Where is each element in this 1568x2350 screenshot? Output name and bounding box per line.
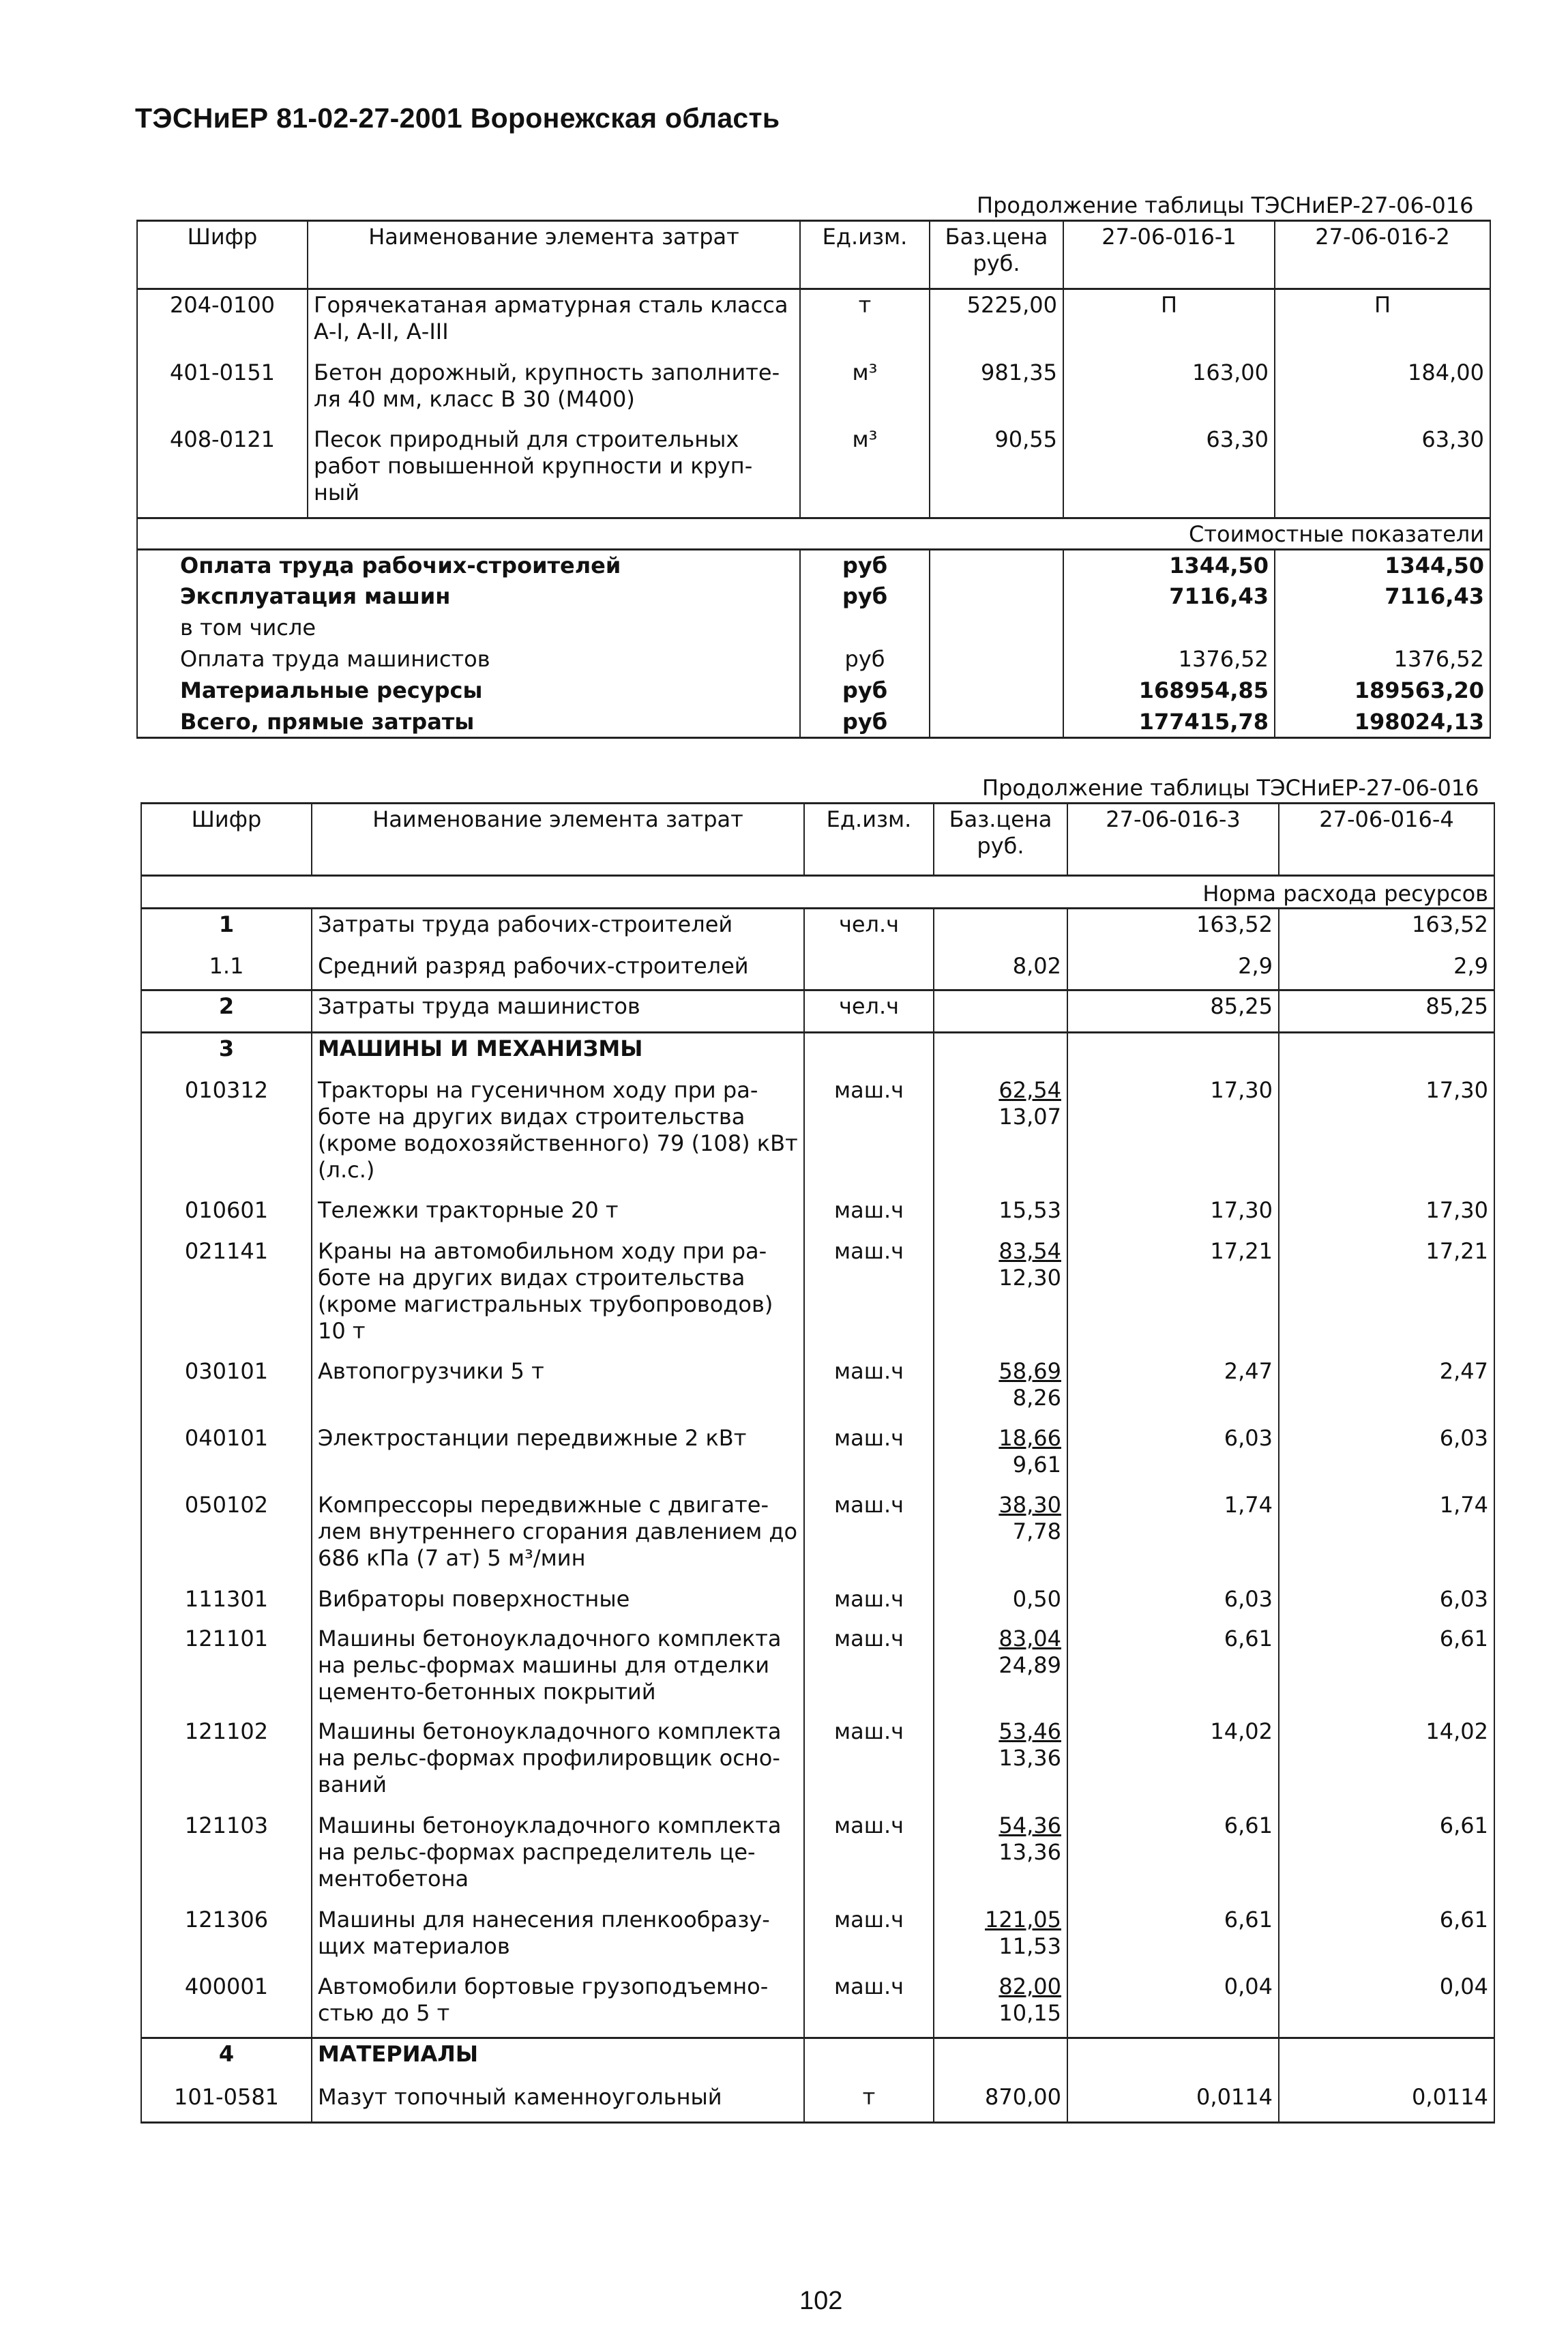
row-v2: 6,03: [1279, 1423, 1494, 1490]
row-code: 030101: [141, 1356, 312, 1423]
row-v1: П: [1063, 289, 1275, 357]
row-v1: 2,9: [1067, 951, 1279, 990]
table-row: [141, 1356, 1494, 1423]
section-code: 4: [141, 2038, 312, 2082]
row-unit: т: [804, 2082, 934, 2123]
row-unit: [804, 951, 934, 990]
section-row-machines: [141, 1033, 1494, 1075]
table-row: [141, 1584, 1494, 1624]
table2-header-row: [141, 804, 1494, 876]
table-row: [141, 1905, 1494, 1971]
row-code: 121102: [141, 1716, 312, 1810]
row-v1: 6,61: [1067, 1905, 1279, 1971]
row-unit: м³: [800, 357, 930, 424]
cost-name: в том числе: [137, 613, 800, 644]
row-name: Машины бетоноукладочного комплекта на рельс-формах распределитель це-ментобетона: [312, 1810, 804, 1905]
row-code: 111301: [141, 1584, 312, 1624]
row-name: Машины бетоноукладочного комплекта на рельс-формах профилировщик осно-ваний: [312, 1716, 804, 1810]
table1-header-row: [137, 221, 1490, 289]
row-code: 040101: [141, 1423, 312, 1490]
row-name: Автомобили бортовые грузоподъемно-стью до 5 т: [312, 1971, 804, 2038]
section-label: Стоимостные показатели: [137, 518, 1490, 550]
row-v1: 163,00: [1063, 357, 1275, 424]
row-code: 408-0121: [137, 424, 308, 518]
row-v2: 17,21: [1279, 1236, 1494, 1356]
row-price: 83,04: [999, 1625, 1061, 1651]
row-unit: маш.ч: [804, 1490, 934, 1584]
document-title: ТЭСНиЕР 81-02-27-2001 Воронежская область: [135, 102, 780, 134]
row-name: Горячекатаная арматурная сталь класса А-I, А-II, А-III: [308, 289, 800, 357]
section-code: 3: [141, 1033, 312, 1075]
cost-name: Оплата труда рабочих-строителей: [137, 550, 800, 581]
row-v2: 85,25: [1279, 990, 1494, 1033]
table-row: [141, 951, 1494, 990]
table1-continuation-caption: Продолжение таблицы ТЭСНиЕР-27-06-016: [977, 192, 1474, 218]
table-row: [137, 289, 1490, 357]
row-v2: 6,61: [1279, 1905, 1494, 1971]
table-row: [141, 909, 1494, 951]
row-price-labor: 24,89: [999, 1651, 1061, 1678]
cost-unit: [800, 613, 930, 644]
row-v2: 0,0114: [1279, 2082, 1494, 2123]
row-price: 8,02: [934, 951, 1067, 990]
row-price: [934, 909, 1067, 951]
row-v1: 63,30: [1063, 424, 1275, 518]
header-unit: Ед.изм.: [800, 221, 930, 289]
row-unit: маш.ч: [804, 1423, 934, 1490]
row-price-cell: [934, 1905, 1067, 1971]
cost-unit: руб: [800, 644, 930, 675]
row-price: [934, 990, 1067, 1033]
cost-name: Всего, прямые затраты: [137, 707, 800, 738]
row-price: 53,46: [999, 1718, 1061, 1744]
row-price-cell: [934, 1236, 1067, 1356]
row-unit: чел.ч: [804, 990, 934, 1033]
table-row: [141, 2082, 1494, 2123]
row-v2: 63,30: [1275, 424, 1490, 518]
row-v1: 6,61: [1067, 1810, 1279, 1905]
cost-v1: 7116,43: [1063, 581, 1275, 613]
row-v1: 17,21: [1067, 1236, 1279, 1356]
table-row: [141, 1423, 1494, 1490]
row-price-cell: [934, 1356, 1067, 1423]
table-row: [141, 1236, 1494, 1356]
row-name: Краны на автомобильном ходу при ра-боте на других видах строительства (кроме магистральных трубопроводов) 10 т: [312, 1236, 804, 1356]
cost-v1: 177415,78: [1063, 707, 1275, 738]
section-label-row: [137, 518, 1490, 550]
header-unit: Ед.изм.: [804, 804, 934, 876]
cost-unit: руб: [800, 675, 930, 707]
row-code: 121306: [141, 1905, 312, 1971]
row-v2: П: [1275, 289, 1490, 357]
row-code: 010601: [141, 1195, 312, 1236]
row-v1: 14,02: [1067, 1716, 1279, 1810]
row-price: 0,50: [1012, 1585, 1061, 1612]
row-code: 400001: [141, 1971, 312, 2038]
row-v2: 14,02: [1279, 1716, 1494, 1810]
row-price-labor: 7,78: [1012, 1518, 1061, 1544]
row-code: 1.1: [141, 951, 312, 990]
row-price-cell: [934, 1971, 1067, 2038]
row-price: 870,00: [934, 2082, 1067, 2123]
row-v2: 2,9: [1279, 951, 1494, 990]
row-price: 5225,00: [930, 289, 1063, 357]
table-row: [141, 1195, 1494, 1236]
row-unit: маш.ч: [804, 1624, 934, 1716]
table-row: [141, 1971, 1494, 2038]
header-col1: 27-06-016-1: [1063, 221, 1275, 289]
row-unit: маш.ч: [804, 1236, 934, 1356]
row-price: 58,69: [999, 1357, 1061, 1384]
row-v1: 6,61: [1067, 1624, 1279, 1716]
section-label-row: [141, 876, 1494, 909]
table1: [136, 220, 1491, 739]
header-name: Наименование элемента затрат: [312, 804, 804, 876]
row-price: 90,55: [930, 424, 1063, 518]
cost-row: [137, 707, 1490, 738]
cost-v1: 1376,52: [1063, 644, 1275, 675]
row-name: Затраты труда машинистов: [312, 990, 804, 1033]
header-col2: 27-06-016-2: [1275, 221, 1490, 289]
row-v2: 163,52: [1279, 909, 1494, 951]
row-code: 050102: [141, 1490, 312, 1584]
row-price-cell: [934, 1075, 1067, 1195]
row-code: 121101: [141, 1624, 312, 1716]
row-unit: чел.ч: [804, 909, 934, 951]
row-price: 54,36: [999, 1812, 1061, 1838]
row-v1: 2,47: [1067, 1356, 1279, 1423]
cost-name: Материальные ресурсы: [137, 675, 800, 707]
cost-v2: 1344,50: [1275, 550, 1490, 581]
row-unit: маш.ч: [804, 1075, 934, 1195]
row-price-labor: 12,30: [999, 1264, 1061, 1291]
row-v1: 85,25: [1067, 990, 1279, 1033]
row-name: Бетон дорожный, крупность заполните-ля 40 мм, класс В 30 (М400): [308, 357, 800, 424]
row-unit: маш.ч: [804, 1356, 934, 1423]
table-row: [141, 1075, 1494, 1195]
row-price: 82,00: [999, 1973, 1061, 1999]
section-title: МАШИНЫ И МЕХАНИЗМЫ: [312, 1033, 804, 1075]
row-name: Компрессоры передвижные с двигате-лем внутреннего сгорания давлением до 686 кПа (7 ат) 5 м³/мин: [312, 1490, 804, 1584]
cost-name: Эксплуатация машин: [137, 581, 800, 613]
row-v2: 17,30: [1279, 1195, 1494, 1236]
table-row: [141, 1490, 1494, 1584]
cost-row: [137, 675, 1490, 707]
table-row: [141, 1810, 1494, 1905]
row-price: 15,53: [999, 1196, 1061, 1223]
row-price-cell: [934, 1423, 1067, 1490]
row-v1: 17,30: [1067, 1195, 1279, 1236]
cost-row: [137, 550, 1490, 581]
section-row-materials: [141, 2038, 1494, 2082]
cost-unit: руб: [800, 581, 930, 613]
row-v2: 2,47: [1279, 1356, 1494, 1423]
header-code: Шифр: [137, 221, 308, 289]
row-price: 981,35: [930, 357, 1063, 424]
section-title: МАТЕРИАЛЫ: [312, 2038, 804, 2082]
header-col3: 27-06-016-3: [1067, 804, 1279, 876]
row-v2: 6,03: [1279, 1584, 1494, 1624]
row-code: 021141: [141, 1236, 312, 1356]
row-v2: 1,74: [1279, 1490, 1494, 1584]
table2-continuation-caption: Продолжение таблицы ТЭСНиЕР-27-06-016: [982, 775, 1479, 801]
row-name: Машины для нанесения пленкообразу-щих материалов: [312, 1905, 804, 1971]
table-row: [141, 990, 1494, 1033]
row-v1: 0,04: [1067, 1971, 1279, 2038]
row-price: 83,54: [999, 1237, 1061, 1264]
section-label: Норма расхода ресурсов: [141, 876, 1494, 909]
cost-v2: 7116,43: [1275, 581, 1490, 613]
header-name: Наименование элемента затрат: [308, 221, 800, 289]
cost-row: [137, 644, 1490, 675]
row-price-labor: 13,07: [999, 1103, 1061, 1130]
row-price-labor: 11,53: [999, 1933, 1061, 1959]
machines-list: [141, 1075, 1494, 2038]
table-row: [137, 424, 1490, 518]
row-code: 010312: [141, 1075, 312, 1195]
row-v1: 6,03: [1067, 1423, 1279, 1490]
table-row: [137, 357, 1490, 424]
row-code: 204-0100: [137, 289, 308, 357]
row-name: Средний разряд рабочих-строителей: [312, 951, 804, 990]
cost-v1: 1344,50: [1063, 550, 1275, 581]
row-name: Вибраторы поверхностные: [312, 1584, 804, 1624]
cost-name: Оплата труда машинистов: [137, 644, 800, 675]
header-price: Баз.цена руб.: [934, 804, 1067, 876]
row-price: 38,30: [999, 1491, 1061, 1518]
row-price: 121,05: [985, 1906, 1061, 1933]
row-unit: м³: [800, 424, 930, 518]
row-unit: маш.ч: [804, 1971, 934, 2038]
row-price-cell: [934, 1716, 1067, 1810]
cost-v1: 168954,85: [1063, 675, 1275, 707]
page-number: 102: [799, 2287, 843, 2315]
row-unit: маш.ч: [804, 1905, 934, 1971]
row-price-cell: [934, 1490, 1067, 1584]
cost-v1: [1063, 613, 1275, 644]
row-code: 2: [141, 990, 312, 1033]
row-v2: 6,61: [1279, 1810, 1494, 1905]
row-v1: 1,74: [1067, 1490, 1279, 1584]
row-price-cell: [934, 1195, 1067, 1236]
cost-v2: [1275, 613, 1490, 644]
row-name: Песок природный для строительных работ повышенной крупности и круп-ный: [308, 424, 800, 518]
row-price-cell: [934, 1584, 1067, 1624]
row-name: Мазут топочный каменноугольный: [312, 2082, 804, 2123]
row-price-labor: 13,36: [999, 1838, 1061, 1865]
row-price-labor: 9,61: [1012, 1451, 1061, 1478]
row-name: Тракторы на гусеничном ходу при ра-боте на других видах строительства (кроме водохозяйственного) 79 (108) кВт (л.с.): [312, 1075, 804, 1195]
row-code: 101-0581: [141, 2082, 312, 2123]
row-price-labor: 8,26: [1012, 1384, 1061, 1411]
cost-v2: 189563,20: [1275, 675, 1490, 707]
header-code: Шифр: [141, 804, 312, 876]
table-row: [141, 1624, 1494, 1716]
row-name: Затраты труда рабочих-строителей: [312, 909, 804, 951]
row-v2: 17,30: [1279, 1075, 1494, 1195]
row-code: 1: [141, 909, 312, 951]
row-name: Электростанции передвижные 2 кВт: [312, 1423, 804, 1490]
header-price: Баз.цена руб.: [930, 221, 1063, 289]
row-v1: 0,0114: [1067, 2082, 1279, 2123]
row-v1: 6,03: [1067, 1584, 1279, 1624]
cost-v2: 1376,52: [1275, 644, 1490, 675]
row-unit: маш.ч: [804, 1810, 934, 1905]
cost-row: [137, 613, 1490, 644]
row-price-labor: 10,15: [999, 1999, 1061, 2026]
cost-row: [137, 581, 1490, 613]
row-v1: 17,30: [1067, 1075, 1279, 1195]
row-code: 121103: [141, 1810, 312, 1905]
row-unit: маш.ч: [804, 1195, 934, 1236]
header-col4: 27-06-016-4: [1279, 804, 1494, 876]
cost-unit: руб: [800, 550, 930, 581]
cost-v2: 198024,13: [1275, 707, 1490, 738]
row-unit: маш.ч: [804, 1584, 934, 1624]
row-code: 401-0151: [137, 357, 308, 424]
row-v2: 184,00: [1275, 357, 1490, 424]
materials-list: [141, 2082, 1494, 2123]
row-unit: т: [800, 289, 930, 357]
row-unit: маш.ч: [804, 1716, 934, 1810]
table-row: [141, 1716, 1494, 1810]
row-v1: 163,52: [1067, 909, 1279, 951]
row-name: Тележки тракторные 20 т: [312, 1195, 804, 1236]
table2: [140, 802, 1495, 2124]
row-price-labor: 13,36: [999, 1744, 1061, 1771]
row-name: Машины бетоноукладочного комплекта на рельс-формах машины для отделки цементо-бетонных покрытий: [312, 1624, 804, 1716]
row-price: 62,54: [999, 1076, 1061, 1103]
row-v2: 0,04: [1279, 1971, 1494, 2038]
row-name: Автопогрузчики 5 т: [312, 1356, 804, 1423]
cost-unit: руб: [800, 707, 930, 738]
row-v2: 6,61: [1279, 1624, 1494, 1716]
row-price-cell: [934, 1810, 1067, 1905]
row-price-cell: [934, 1624, 1067, 1716]
row-price: 18,66: [999, 1424, 1061, 1451]
